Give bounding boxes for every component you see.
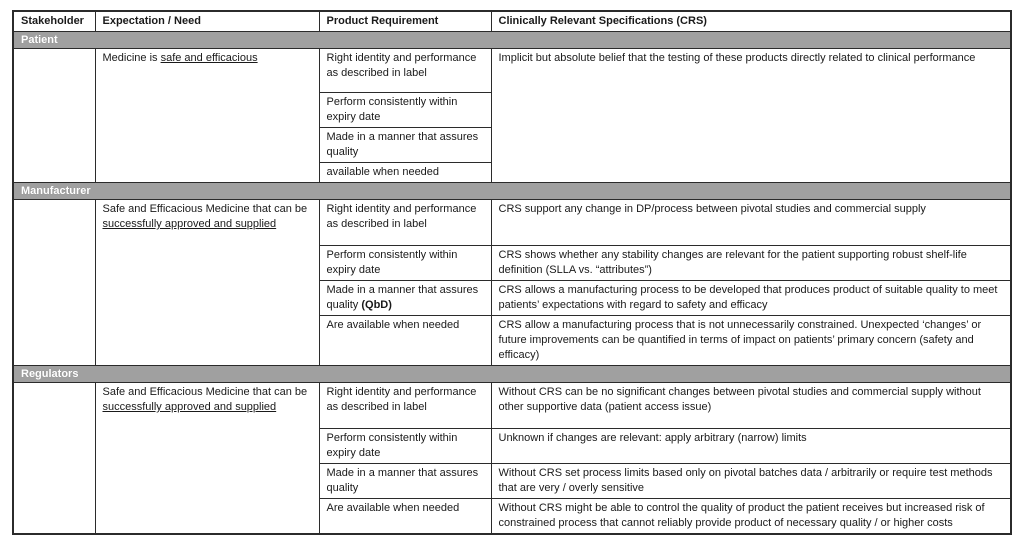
expectation-underlined-text: safe and efficacious (160, 52, 258, 64)
requirement-cell: available when needed (319, 163, 491, 183)
expectation-underlined-text: successfully approved and supplied (102, 401, 277, 413)
expectation-cell-manufacturer (95, 200, 319, 366)
crs-cell: Without CRS might be able to control the quality of product the patient receives but increased risk of constrained process that cannot reliably provide product of necessary quality / or higher costs (491, 499, 1011, 535)
section-band-regulators (13, 366, 1011, 383)
column-header-stakeholder: Stakeholder (13, 11, 95, 32)
table-row (13, 49, 1011, 93)
requirement-cell: Right identity and performance as described in label (319, 383, 491, 429)
crs-cell: CRS allows a manufacturing process to be developed that produces product of suitable quality to meet patients’ expectations with regard to safety and efficacy (491, 281, 1011, 316)
expectation-cell-regulators (95, 383, 319, 535)
requirement-cell (319, 281, 491, 316)
expectation-text: Medicine is (102, 52, 161, 64)
requirement-cell: Made in a manner that assures quality (319, 128, 491, 163)
expectation-text: Safe and Efficacious Medicine that can be (102, 386, 308, 398)
column-header-requirement: Product Requirement (319, 11, 491, 32)
crs-cell: CRS allow a manufacturing process that is not unnecessarily constrained. Unexpected ‘changes’ or future improvements can be quantified in terms of impact on patients’ primary concern (safety and efficacy) (491, 316, 1011, 366)
requirement-cell: Right identity and performance as described in label (319, 49, 491, 93)
requirement-cell: Are available when needed (319, 499, 491, 535)
crs-cell: Without CRS can be no significant changes between pivotal studies and commercial supply without other supportive data (patient access issue) (491, 383, 1011, 429)
section-band-manufacturer-label: Manufacturer (13, 183, 1011, 200)
crs-specifications-table (12, 10, 1012, 535)
section-band-patient (13, 32, 1011, 49)
requirement-bold-text: (QbD) (361, 299, 392, 311)
table-row (13, 200, 1011, 246)
requirement-cell: Right identity and performance as described in label (319, 200, 491, 246)
expectation-cell-patient (95, 49, 319, 183)
section-band-manufacturer (13, 183, 1011, 200)
column-header-crs: Clinically Relevant Specifications (CRS) (491, 11, 1011, 32)
stakeholder-cell-regulators (13, 383, 95, 535)
expectation-text: Safe and Efficacious Medicine that can be (102, 203, 308, 215)
crs-cell-patient-merged: Implicit but absolute belief that the testing of these products directly related to clinical performance (491, 49, 1011, 183)
requirement-text: Made in a manner that assures quality (326, 284, 479, 311)
crs-cell: CRS support any change in DP/process between pivotal studies and commercial supply (491, 200, 1011, 246)
requirement-cell: Perform consistently within expiry date (319, 429, 491, 464)
crs-cell: CRS shows whether any stability changes are relevant for the patient supporting robust shelf-life definition (SLLA vs. “attributes”) (491, 246, 1011, 281)
crs-cell: Unknown if changes are relevant: apply arbitrary (narrow) limits (491, 429, 1011, 464)
requirement-cell: Made in a manner that assures quality (319, 464, 491, 499)
column-header-expectation: Expectation / Need (95, 11, 319, 32)
table-row (13, 383, 1011, 429)
section-band-regulators-label: Regulators (13, 366, 1011, 383)
crs-cell: Without CRS set process limits based only on pivotal batches data / arbitrarily or require test methods that are very / overly sensitive (491, 464, 1011, 499)
stakeholder-cell-manufacturer (13, 200, 95, 366)
section-band-patient-label: Patient (13, 32, 1011, 49)
requirement-cell: Are available when needed (319, 316, 491, 366)
header-row (13, 11, 1011, 32)
stakeholder-cell-patient (13, 49, 95, 183)
requirement-cell: Perform consistently within expiry date (319, 93, 491, 128)
requirement-cell: Perform consistently within expiry date (319, 246, 491, 281)
expectation-underlined-text: successfully approved and supplied (102, 218, 277, 230)
